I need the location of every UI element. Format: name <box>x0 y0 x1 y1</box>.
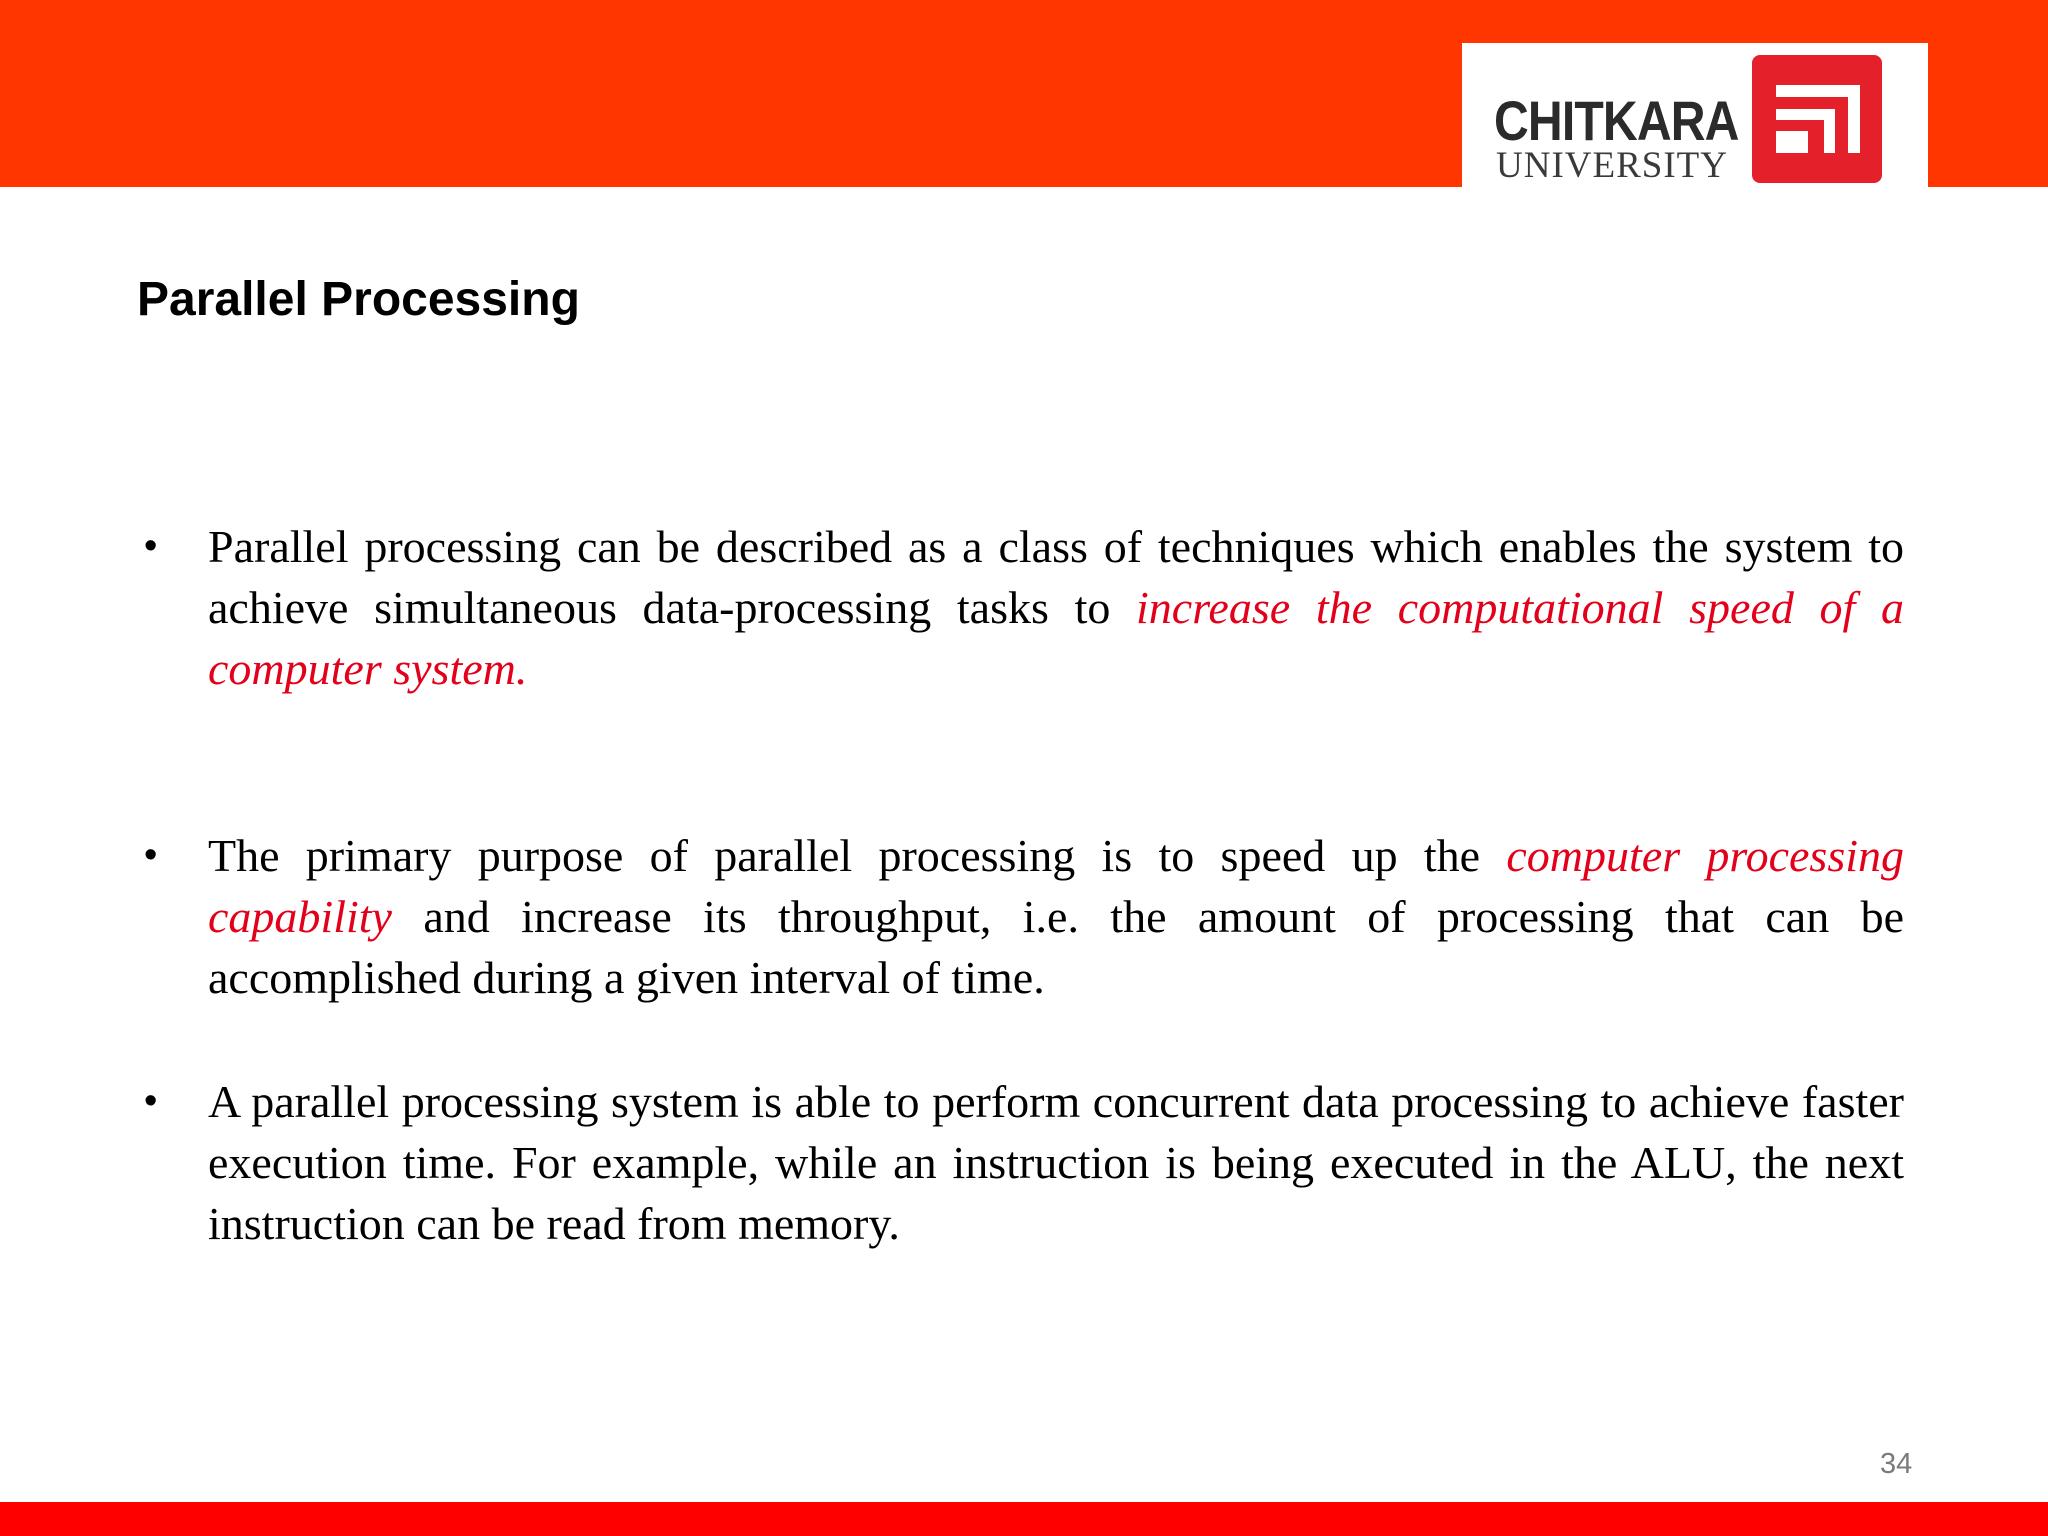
bullet-emphasis: increase the computational speed of a computer system. <box>208 582 1904 694</box>
bullet-marker: • <box>144 834 158 876</box>
bullet-text: A parallel processing system is able to perform concurrent data processing to achieve faster execution time. For example, while an instruction is being executed in the ALU, the next instruction can be read from memory. <box>208 1076 1904 1249</box>
page-number: 34 <box>1880 1448 1913 1480</box>
bullet-text: The primary purpose of parallel processing is to speed up the <box>208 830 1507 881</box>
bullet-item <box>144 825 1904 1008</box>
bullet-item <box>144 1071 1904 1254</box>
slide-title: Parallel Processing <box>137 273 580 326</box>
bullet-text-tail: and increase its throughput, i.e. the amount of processing that can be accomplished during a given interval of time. <box>208 891 1904 1003</box>
logo-subtitle: UNIVERSITY <box>1496 145 1728 186</box>
bullet-marker: • <box>144 1080 158 1122</box>
chitkara-logo-mark-icon <box>1752 55 1882 183</box>
logo-wordmark: CHITKARA <box>1494 89 1739 152</box>
bullet-item <box>144 516 1904 699</box>
bullet-marker: • <box>144 525 158 567</box>
bullet-emphasis: computer processing capability <box>208 830 1904 942</box>
bullet-text: Parallel processing can be described as a class of techniques which enables the system to achieve simultaneous data-processing tasks to <box>208 521 1904 633</box>
footer-band <box>0 1502 2048 1536</box>
university-logo <box>1462 43 1928 187</box>
